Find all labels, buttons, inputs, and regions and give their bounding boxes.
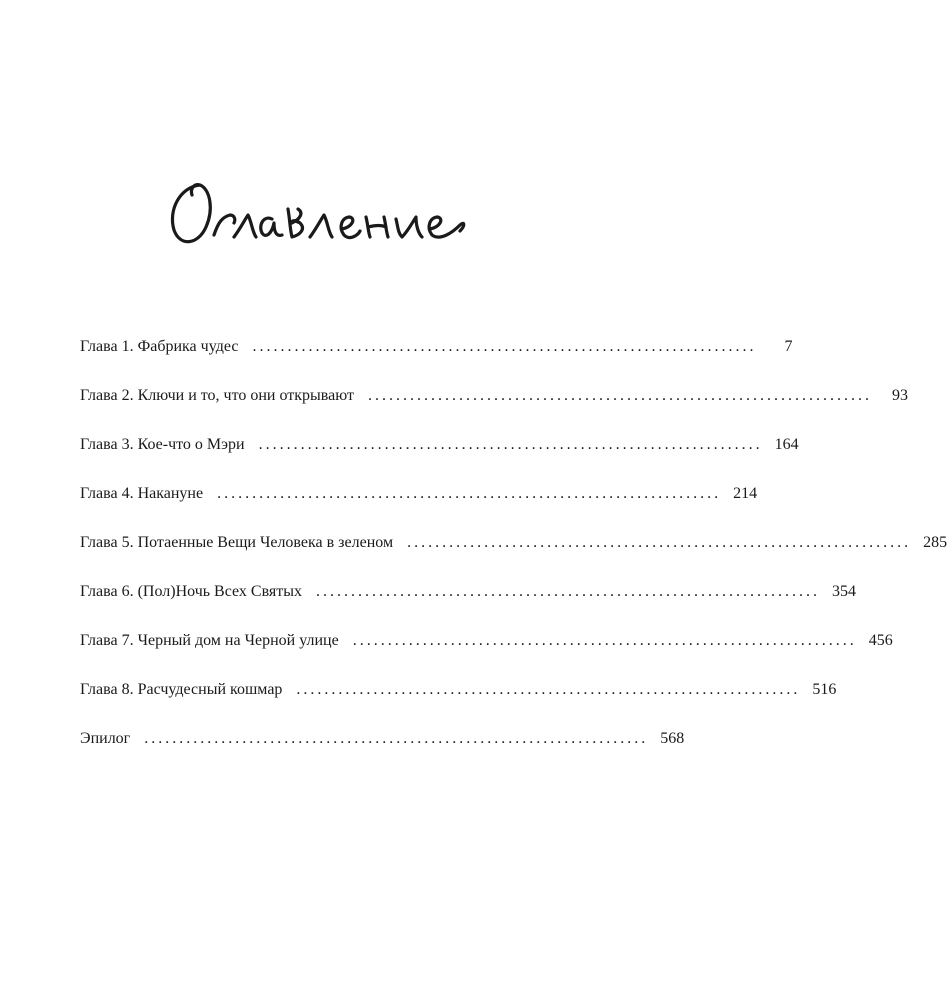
toc-entry-page: 354	[832, 583, 857, 600]
toc-entry-page: 93	[891, 387, 908, 404]
toc-entry[interactable]	[80, 729, 685, 778]
dot-leader: ........................................................................	[258, 436, 763, 453]
toc-heading-text	[160, 265, 161, 266]
toc-entry-page: 456	[868, 632, 893, 649]
toc-entry-title: Эпилог	[80, 730, 131, 747]
toc-entry-title: Глава 6. (Пол)Ночь Всех Святых	[80, 583, 303, 600]
dot-leader: ........................................................................	[407, 534, 912, 551]
toc-entry[interactable]	[80, 680, 837, 729]
dot-leader: ........................................................................	[296, 681, 801, 698]
dot-leader: ........................................................................	[316, 583, 821, 600]
toc-entry-title: Глава 1. Фабрика чудес	[80, 338, 239, 355]
dot-leader: ........................................................................	[367, 387, 872, 404]
toc-entry-page: 214	[733, 485, 758, 502]
toc-entry[interactable]	[80, 337, 793, 386]
toc-entry[interactable]	[80, 435, 799, 484]
toc-entry-title: Глава 5. Потаенные Вещи Человека в зеленом	[80, 534, 394, 551]
toc-entry-page: 516	[812, 681, 837, 698]
toc-heading	[160, 165, 480, 265]
dot-leader: ........................................................................	[352, 632, 857, 649]
toc-entry-title: Глава 4. Накануне	[80, 485, 204, 502]
toc-entry-page: 568	[660, 730, 685, 747]
table-of-contents	[80, 337, 947, 778]
toc-entry[interactable]	[80, 631, 893, 680]
dot-leader: ........................................................................	[144, 730, 649, 747]
toc-entry-title: Глава 2. Ключи и то, что они открывают	[80, 387, 354, 404]
toc-entry-page: 7	[784, 338, 793, 355]
toc-entry[interactable]	[80, 484, 758, 533]
toc-entry[interactable]	[80, 386, 908, 435]
handwritten-heading-artwork	[160, 165, 480, 265]
toc-entry[interactable]	[80, 582, 857, 631]
toc-entry[interactable]	[80, 533, 947, 582]
toc-entry-title: Глава 8. Расчудесный кошмар	[80, 681, 283, 698]
toc-entry-title: Глава 3. Кое-что о Мэри	[80, 436, 245, 453]
toc-entry-page: 285	[923, 534, 947, 551]
toc-entry-title: Глава 7. Черный дом на Черной улице	[80, 632, 339, 649]
dot-leader: ........................................................................	[217, 485, 722, 502]
toc-entry-page: 164	[774, 436, 799, 453]
dot-leader: ........................................................................	[252, 338, 757, 355]
